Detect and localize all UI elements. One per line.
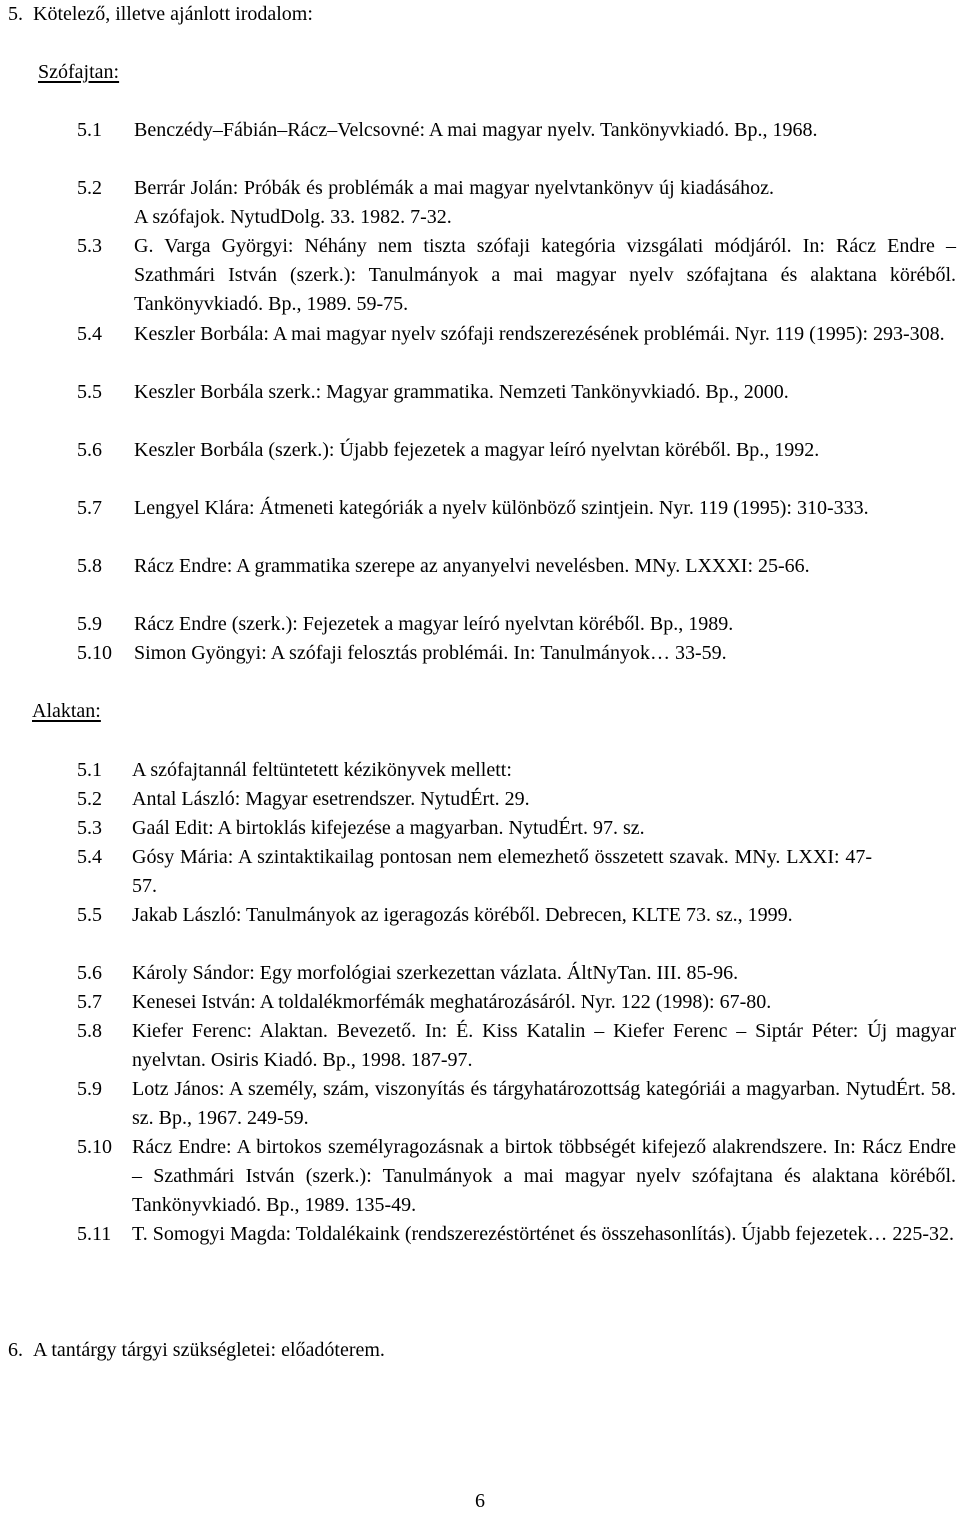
item-number: 5.7 [77,497,102,519]
item-number: 5.4 [77,846,102,868]
item-text: A szófajtannál feltüntetett kézikönyvek mellett: [132,759,512,781]
item-text: Keszler Borbála: A mai magyar nyelv szófaji rendszerezésének problémái. Nyr. 119 (1995): 293-308. [134,323,945,345]
item-text: Rácz Endre (szerk.): Fejezetek a magyar leíró nyelvtan köréből. Bp., 1989. [134,613,734,635]
item-text: Gaál Edit: A birtoklás kifejezése a magyarban. NytudÉrt. 97. sz. [132,817,645,839]
item-number: 5.8 [77,555,102,577]
item-number: 5.6 [77,962,102,984]
item-text: Kenesei István: A toldalékmorfémák meghatározásáról. Nyr. 122 (1998): 67-80. [132,991,772,1013]
alaktan-title: Alaktan: [32,700,101,722]
item-text: Keszler Borbála (szerk.): Újabb fejezetek a magyar leíró nyelvtan köréből. Bp., 1992. [134,439,820,461]
item-number: 5.8 [77,1020,102,1042]
item-number: 5.1 [77,759,102,781]
page-number: 6 [475,1490,485,1512]
item-number: 5.2 [77,177,102,199]
item-number: 5.7 [77,991,102,1013]
item-number: 5.10 [77,642,112,664]
item-number: 5.3 [77,235,102,257]
item-text: Gósy Mária: A szintaktikailag pontosan nem elemezhető összetett szavak. MNy. LXXI: 47-57. [132,846,872,897]
szofajtan-title: Szófajtan: [38,61,120,83]
item-number: 5.4 [77,323,102,345]
item-number: 5.3 [77,817,102,839]
item-text: Antal László: Magyar esetrendszer. NytudÉrt. 29. [132,788,530,810]
section-5-heading: 5. Kötelező, illetve ajánlott irodalom: [8,3,313,25]
item-text: Rácz Endre: A birtokos személyragozásnak a birtok többségét kifejező alakrendszere. In: Rácz Endre – Szathmári István (szerk.): Tanulmányok a mai magyar nyelv szófajtana és alaktana köréből. Tankönyvkiadó. Bp., 1989. 135-49. [132,1136,956,1216]
item-text: Simon Gyöngyi: A szófaji felosztás problémái. In: Tanulmányok… 33-59. [134,642,727,664]
item-number: 5.11 [77,1223,112,1245]
item-number: 5.1 [77,119,102,141]
item-text: Benczédy–Fábián–Rácz–Velcsovné: A mai magyar nyelv. Tankönyvkiadó. Bp., 1968. [134,119,818,141]
item-text: Kiefer Ferenc: Alaktan. Bevezető. In: É. Kiss Katalin – Kiefer Ferenc – Siptár Péter: Új magyar nyelvtan. Osiris Kiadó. Bp., 1998. 187-97. [132,1020,956,1071]
item-number: 5.9 [77,1078,102,1100]
item-text: T. Somogyi Magda: Toldalékaink (rendszerezéstörténet és összehasonlítás). Újabb fejezetek… 225-32. [132,1223,955,1245]
section-6-heading: 6. A tantárgy tárgyi szükségletei: előadóterem. [8,1339,385,1361]
item-number: 5.5 [77,904,102,926]
item-text: Lotz János: A személy, szám, viszonyítás és tárgyhatározottság kategóriái a magyarban. NytudÉrt. 58. sz. Bp., 1967. 249-59. [132,1078,956,1129]
item-text: G. Varga Györgyi: Néhány nem tiszta szófaji kategória vizsgálati módjáról. In: Rácz Endre – Szathmári István (szerk.): Tanulmányok a mai magyar nyelv szófajtana és alaktana köréből. Tankönyvkiadó. Bp., 1989. 59-75. [134,235,956,315]
item-number: 5.5 [77,381,102,403]
item-text: Berrár Jolán: Próbák és problémák a mai magyar nyelvtankönyv új kiadásához. A szófajok. NytudDolg. 33. 1982. 7-32. [134,177,774,228]
item-text: Lengyel Klára: Átmeneti kategóriák a nyelv különböző szintjein. Nyr. 119 (1995): 310-333. [134,497,869,519]
item-text: Keszler Borbála szerk.: Magyar grammatika. Nemzeti Tankönyvkiadó. Bp., 2000. [134,381,789,403]
item-number: 5.10 [77,1136,112,1158]
item-number: 5.9 [77,613,102,635]
item-text: Károly Sándor: Egy morfológiai szerkezettan vázlata. ÁltNyTan. III. 85-96. [132,962,739,984]
item-number: 5.6 [77,439,102,461]
item-text: Rácz Endre: A grammatika szerepe az anyanyelvi nevelésben. MNy. LXXXI: 25-66. [134,555,810,577]
item-number: 5.2 [77,788,102,810]
item-text: Jakab László: Tanulmányok az igeragozás köréből. Debrecen, KLTE 73. sz., 1999. [132,904,793,926]
